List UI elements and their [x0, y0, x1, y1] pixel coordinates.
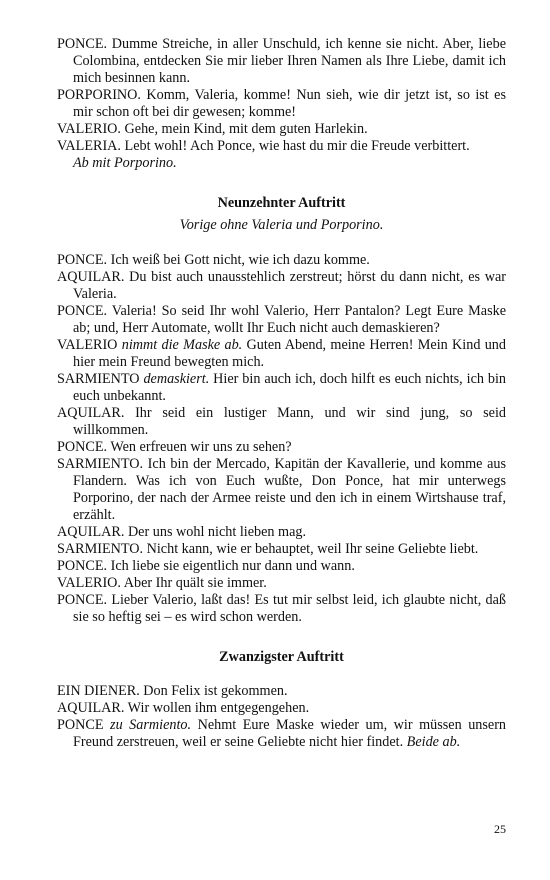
- speaker-name: PONCE.: [57, 303, 108, 319]
- speech-text: Lieber Valerio, laßt das! Es tut mir selbst leid, ich glaubte nicht, daß sie so heftig sei – es wird schon werden.: [73, 592, 506, 625]
- speech-text: Nicht kann, wie er behauptet, weil Ihr seine Geliebte liebt.: [143, 541, 479, 557]
- speech-text: Ich bin der Mercado, Kapitän der Kavallerie, und komme aus Flandern. Was ich von Euch wußte, Don Ponce, hat mir unterwegs Porporino, der nach der Armee reiste und den ich in einem Wirtshause traf, erzählt.: [73, 456, 506, 523]
- spacer: [57, 666, 506, 683]
- stage-direction: demaskiert.: [143, 371, 210, 387]
- speech-line: [57, 269, 506, 303]
- speech-text: Gehe, mein Kind, mit dem guten Harlekin.: [120, 121, 368, 137]
- speaker-name: VALERIA.: [57, 138, 121, 154]
- speaker-name: PONCE: [57, 717, 104, 733]
- speaker-name: PONCE.: [57, 252, 108, 268]
- speech-text: Ich liebe sie eigentlich nur dann und wann.: [107, 558, 355, 574]
- page-number: 25: [494, 822, 506, 836]
- speech-line: [57, 558, 506, 575]
- speech-line: [57, 36, 506, 87]
- speaker-name: AQUILAR.: [57, 405, 125, 421]
- scene-title: Zwanzigster Auftritt: [219, 649, 344, 665]
- speech-line: [57, 439, 506, 456]
- speaker-name: VALERIO: [57, 337, 118, 353]
- speech-line: [57, 524, 506, 541]
- speaker-name: AQUILAR.: [57, 700, 125, 716]
- speaker-name: PONCE.: [57, 439, 108, 455]
- speech-text: Ihr seid ein lustiger Mann, und wir sind jung, so seid willkommen.: [73, 405, 506, 438]
- speech-line: [57, 541, 506, 558]
- speaker-name: SARMIENTO.: [57, 541, 144, 557]
- speaker-name: VALERIO.: [57, 575, 121, 591]
- speech-text: Dumme Streiche, in aller Unschuld, ich kenne sie nicht. Aber, liebe Colombina, entdecken Sie mir lieber Ihren Namen als Ihre Liebe, damit ich mich besinnen kann.: [73, 36, 506, 86]
- speech-line: [57, 121, 506, 138]
- speech-line: [57, 717, 506, 751]
- speaker-name: VALERIO.: [57, 121, 121, 137]
- speech-text: Nehmt Eure Maske wieder um, wir müssen unsern Freund zerstreuen, weil er seine Geliebte nicht hier findet.: [73, 717, 507, 750]
- speech-text: Der uns wohl nicht lieben mag.: [124, 524, 307, 540]
- speech-text: Valeria! So seid Ihr wohl Valerio, Herr Pantalon? Legt Eure Maske ab; und, Herr Automate, wollt Ihr Euch nicht auch demaskieren?: [73, 303, 506, 336]
- speaker-name: SARMIENTO.: [57, 456, 144, 472]
- speaker-name: PONCE.: [57, 36, 108, 52]
- stage-direction: nimmt die Maske ab.: [121, 337, 243, 353]
- speech-line: [57, 575, 506, 592]
- spacer: [57, 234, 506, 252]
- speech-text: Komm, Valeria, komme! Nun sieh, wie dir jetzt ist, so ist es mir schon oft bei dir gewesen; komme!: [73, 87, 506, 120]
- stage-direction: zu Sarmiento.: [110, 717, 192, 733]
- speech-text: Wir wollen ihm entgegengehen.: [124, 700, 310, 716]
- speaker-name: EIN DIENER.: [57, 683, 140, 699]
- speech-text: Hier bin auch ich, doch hilft es euch nichts, ich bin euch unbekannt.: [73, 371, 506, 404]
- speech-line: [57, 138, 506, 172]
- stage-direction: Ab mit Porporino.: [73, 155, 177, 171]
- speaker-name: SARMIENTO: [57, 371, 140, 387]
- speaker-name: AQUILAR.: [57, 269, 125, 285]
- scene-cast: Vorige ohne Valeria und Porporino.: [179, 217, 384, 233]
- speech-line: [57, 303, 506, 337]
- speech-text: Guten Abend, meine Herren! Mein Kind und hier mein Freund bewegten mich.: [73, 337, 506, 370]
- speech-line: [57, 337, 506, 371]
- speaker-name: PORPORINO.: [57, 87, 141, 103]
- speech-line: [57, 700, 506, 717]
- speech-line: [57, 592, 506, 626]
- speaker-name: PONCE.: [57, 592, 108, 608]
- speech-text: Du bist auch unausstehlich zerstreut; hörst du dann nicht, es war Valeria.: [73, 269, 506, 302]
- speech-line: [57, 87, 506, 121]
- speech-text: Ich weiß bei Gott nicht, wie ich dazu komme.: [107, 252, 370, 268]
- speech-text: Lebt wohl! Ach Ponce, wie hast du mir die Freude verbittert.: [120, 138, 470, 154]
- speech-line: [57, 252, 506, 269]
- speech-line: [57, 683, 506, 700]
- page-body: [57, 36, 506, 751]
- stage-direction: Beide ab.: [406, 734, 461, 750]
- speech-line: [57, 456, 506, 524]
- speech-text: Don Felix ist gekommen.: [139, 683, 288, 699]
- speech-line: [57, 405, 506, 439]
- speaker-name: PONCE.: [57, 558, 108, 574]
- speaker-name: AQUILAR.: [57, 524, 125, 540]
- scene-title: Neunzehnter Auftritt: [217, 195, 346, 211]
- speech-text: Wen erfreuen wir uns zu sehen?: [107, 439, 292, 455]
- speech-text: Aber Ihr quält sie immer.: [120, 575, 267, 591]
- speech-line: [57, 371, 506, 405]
